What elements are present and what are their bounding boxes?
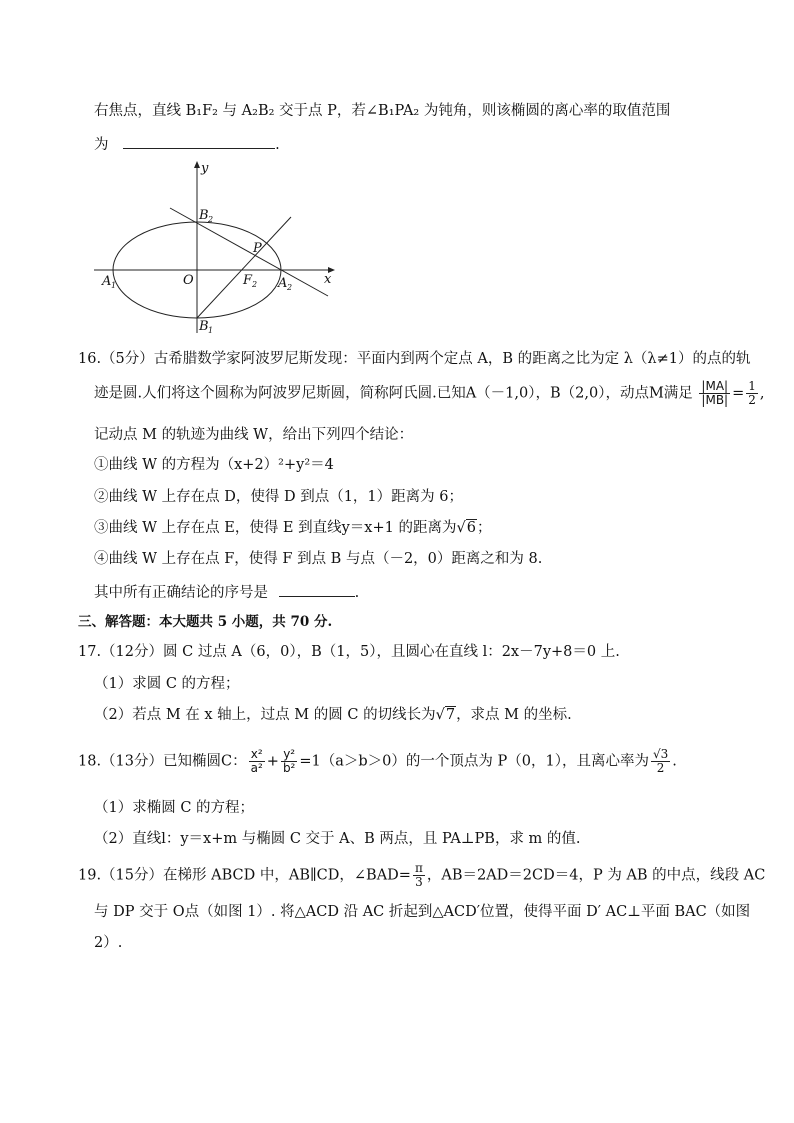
q18-end: . xyxy=(672,753,677,770)
q19-line1 xyxy=(78,862,765,889)
frac-num: y² xyxy=(281,748,297,762)
radicand: 7 xyxy=(445,707,456,723)
frac-den: b² xyxy=(282,761,296,775)
q16-conclusion-1: ①曲线 W 的方程为（x+2）²+y²＝4 xyxy=(94,457,334,473)
frac-num: π xyxy=(414,861,423,875)
frac-den: 2 xyxy=(748,393,756,407)
q18-frac-e xyxy=(651,748,670,775)
label-B1: B xyxy=(199,319,209,334)
ellipse-figure xyxy=(88,158,348,338)
q19-frac-angle xyxy=(413,862,425,889)
q16-line2-text: 迹是圆.人们将这个圆称为阿波罗尼斯圆，简称阿氏圆.已知A（－1,0），B（2,0），动点M满足 xyxy=(94,385,693,402)
q16-c3-text: ③曲线 W 上存在点 E，使得 E 到直线y＝x+1 的距离为 xyxy=(94,520,457,536)
label-A1-sub: 1 xyxy=(111,281,117,290)
label-B2: B xyxy=(199,208,209,223)
label-B1-sub: 1 xyxy=(208,326,214,335)
q17-p2-end: ，求点 M 的坐标. xyxy=(456,707,572,723)
q15-line2 xyxy=(94,134,280,154)
q18-prefix: 18.（13分）已知椭圆C： xyxy=(78,753,247,770)
q16-line2-end: , xyxy=(759,385,765,402)
answer-blank-16[interactable] xyxy=(279,582,355,597)
q16-last-suffix: . xyxy=(354,585,360,601)
label-B2-sub: 2 xyxy=(208,215,214,224)
q16-last-line xyxy=(94,582,359,602)
q15-line1: 右焦点，直线 B₁F₂ 与 A₂B₂ 交于点 P，若∠B₁PA₂ 为钝角，则该椭圆的离心率的取值范围 xyxy=(94,103,671,119)
q18-frac-y xyxy=(281,748,297,775)
q15-line2-prefix: 为 xyxy=(94,137,109,153)
q19-line3: 2）. xyxy=(94,935,123,951)
q16-line2 xyxy=(94,380,765,407)
q19-line2: 与 DP 交于 O点（如图 1）. 将△ACD 沿 AC 折起到△ACD′位置，使得平面 D′ AC⊥平面 BAC（如图 xyxy=(94,904,751,920)
q18-cond: =1（a＞b＞0）的一个顶点为 P（0，1），且离心率为 xyxy=(299,753,649,770)
frac-num: √3 xyxy=(652,747,669,761)
section-3-heading: 三、解答题：本大题共 5 小题，共 70 分. xyxy=(78,614,333,630)
q16-c3-sqrt: √6 xyxy=(456,520,476,536)
q16-line1: 16.（5分）古希腊数学家阿波罗尼斯发现：平面内到两个定点 A，B 的距离之比为定 λ（λ≠1）的点的轨 xyxy=(78,351,751,367)
q19-prefix: 19.（15分）在梯形 ABCD 中，AB∥CD，∠BAD= xyxy=(78,867,411,884)
frac-den: a² xyxy=(250,761,263,775)
q16-conclusion-4: ④曲线 W 上存在点 F，使得 F 到点 B 与点（－2，0）距离之和为 8. xyxy=(94,551,543,567)
q18-plus: + xyxy=(266,753,279,770)
label-A2-sub: 2 xyxy=(287,283,293,292)
label-F2: F xyxy=(243,273,253,288)
q16-last-prefix: 其中所有正确结论的序号是 xyxy=(94,585,268,601)
q16-line3: 记动点 M 的轨迹为曲线 W，给出下列四个结论： xyxy=(94,427,414,443)
frac-num: 1 xyxy=(748,379,756,393)
q18-part1: （1）求椭圆 C 的方程； xyxy=(94,800,255,816)
q18-frac-x xyxy=(249,748,265,775)
q16-conclusion-2: ②曲线 W 上存在点 D，使得 D 到点（1，1）距离为 6； xyxy=(94,489,463,505)
q16-conclusion-3 xyxy=(94,519,491,537)
frac-num: |MA| xyxy=(699,380,730,394)
q16-frac-half xyxy=(746,380,758,407)
label-x: x xyxy=(324,272,332,287)
y-axis-arrow xyxy=(194,161,200,168)
label-F2-sub: 2 xyxy=(252,280,258,289)
label-P: P xyxy=(253,241,262,256)
q16-eq: = xyxy=(732,385,745,402)
q15-line2-suffix: . xyxy=(275,137,280,153)
label-O: O xyxy=(183,273,194,288)
radicand: 6 xyxy=(466,520,476,536)
q19-rest: ，AB＝2AD＝2CD＝4，P 为 AB 的中点，线段 AC xyxy=(426,867,766,884)
q17-p2-sqrt: √7 xyxy=(435,707,456,723)
q18-part2: （2）直线l：y＝x+m 与椭圆 C 交于 A、B 两点，且 PA⊥PB，求 m 的值. xyxy=(94,831,581,847)
frac-num: x² xyxy=(249,748,265,762)
q17-p2-text: （2）若点 M 在 x 轴上，过点 M 的圆 C 的切线长为 xyxy=(94,707,436,723)
frac-den: |MB| xyxy=(701,393,729,407)
frac-den: 2 xyxy=(656,761,665,775)
q16-c3-end: ； xyxy=(476,520,492,536)
label-y: y xyxy=(201,161,209,176)
q17-part1: （1）求圆 C 的方程； xyxy=(94,676,240,692)
frac-den: 3 xyxy=(415,875,423,889)
answer-blank-15[interactable] xyxy=(123,134,275,149)
label-A2: A xyxy=(278,276,288,291)
label-A1: A xyxy=(102,274,112,289)
q17-line1: 17.（12分）圆 C 过点 A（6，0），B（1，5），且圆心在直线 l：2x－7y+8＝0 上. xyxy=(78,644,620,660)
q17-part2 xyxy=(94,706,572,724)
q18-line1 xyxy=(78,748,677,775)
q16-frac-ratio xyxy=(699,380,730,407)
